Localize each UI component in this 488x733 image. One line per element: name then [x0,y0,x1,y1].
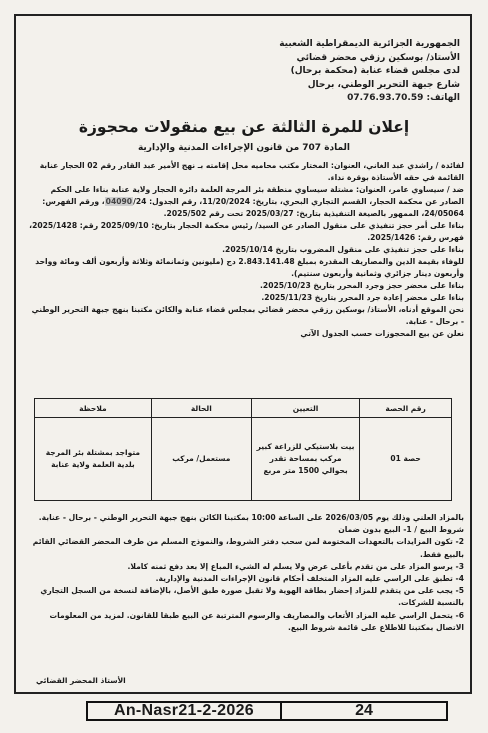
phone-number: 07.76.93.70.59 [347,93,424,103]
newspaper-date-box: An-Nasr21-2-2026 [86,701,282,721]
condition-1: شروط البيع / 1- البيع بدون ضمان [338,525,464,535]
lot-cell: حصة 01 [360,418,452,501]
debtor-text-c: /24، ورقم الفهرس: 24/05064، الممهور بالصيغة التنفيذية بتاريخ: 2025/03/27 تحت رقم 2025/502. [42,197,464,218]
phone-line [130,92,460,106]
inventory-paragraph: بناءا على محضر حجز وجرد المحرر بتاريخ 2025/10/23. [260,281,464,290]
condition-5: 5- يجب على من يتقدم للمزاد إحضار بطاقة الهوية ولا تقبل صورة طبق الأصل، بالإضافة لنسخة من السجل التجاري بالنسبة للشركات. [40,586,464,608]
notice-body [26,160,464,340]
debtor-text-a: ضد / سيساوي عامر، العنوان: مشتلة سيساوي منطقة بئر المرجة العلمة دائرة الحجار ولاية عنابة بناءا على الحكم الصادر عن محكمة الحجار، القسم التجاري البحري، بتاريخ: 11/20/ [50,185,464,206]
reinventory-paragraph: بناءا على محضر إعادة جرد المحرر بتاريخ 2025/11/23. [261,293,464,302]
notice-subtitle: المادة 707 من قانون الإجراءات المدنية والإدارية [137,143,351,153]
table-header-row [35,399,452,418]
auction-date-paragraph: بالمزاد العلني وذلك يوم 2026/03/05 على الساعة 10:00 بمكتبنا الكائن بنهج جبهة التحرير الوطني - برحال - عنابة. [38,513,464,522]
col-lot-number: رقم الحصة [360,399,452,418]
table-row [35,418,452,501]
creditor-paragraph: لفائدة / راشدي عبد الغاني، العنوان: المختار مكتب محاميه محل إقامته بـ نهج الأمير عبد القادر رقم 02 الحجار عنابة القائمة في حقه الأستاذة بوقرة نداء. [39,161,464,182]
designation-cell: بيت بلاستيكي للزراعة كبير مركب بمساحة تقدر بحوالي 1500 متر مربع [251,418,359,501]
bailiff-name: الأستاذ/ بوسكين رزقي محضر قضائي [296,52,460,63]
condition-6: 6- يتحمل الراسي عليه المزاد الأتعاب والمصاريف والرسوم المترتبة عن البيع طبقا للقانون. لمزيد من المعلومات الاتصال بمكتبنا للاطلاع على قائمة شروط البيع. [49,610,464,632]
court-line: لدى مجلس قضاء عنابة (محكمة برحال) [290,66,460,76]
col-state: الحالة [151,399,251,418]
condition-4: 4- تطبق على الراسي عليه المزاد المتخلف أحكام قانون الإجراءات المدنية والإدارية. [155,574,464,584]
signatory-paragraph: نحن الموقع أدناه، الأستاذ/ بوسكين رزقي محضر قضائي بمجلس قضاء عنابة والكائن مكتبنا بنهج جبهة التحرير الوطني - برحال - عنابة. [31,305,464,326]
note-cell: متواجد بمشتلة بئر المرجة بلدية العلمة ولاية عنابة [35,418,152,501]
col-designation: التعيين [251,399,359,418]
seized-items-table [34,398,452,501]
debtor-paragraph [26,184,464,220]
col-note: ملاحظة [35,399,152,418]
page-number-box: 24 [282,701,448,721]
signature-line: الأستاذ المحضر القضائي [36,676,126,685]
phone-label: الهاتف: [426,93,460,103]
table-intro: نعلن عن بيع المحجوزات حسب الجدول الآتي [300,329,464,338]
notice-title: إعلان للمرة الثالثة عن بيع منقولات محجوزة [78,118,410,136]
bailiff-header [130,38,460,106]
debtor-text-b: 2024، رقم الجدول: [146,197,251,206]
state-cell: مستعمل/ مركب [151,418,251,501]
case-number-highlight: 04090 [105,197,133,206]
seizure-date-paragraph: بناءا على حجز تنفيذي على منقول المضروب بتاريخ 2025/10/14. [222,245,464,254]
address-line: شارع جبهة التحرير الوطني، برحال [307,79,460,90]
republic-line: الجمهورية الجزائرية الديمقراطية الشعبية [279,39,460,49]
auction-terms [30,512,464,634]
condition-2: 2- تكون المزايدات بالتعهدات المختومة لمن سحب دفتر الشروط، والنموذج المسلم من طرف المحضر القضائي القائم بالبيع فقط. [32,537,464,559]
seizure-order-paragraph: بناءا على أمر حجز تنفيذي على منقول الصادر عن السيد/ رئيس محكمة الحجار بتاريخ: 2025/09/10 رقم: 2025/1428، فهرس رقم: 2025/1426. [29,221,464,242]
debt-amount-paragraph: للوفاء بقيمة الدين والمصاريف المقدرة بمبلغ 2.843.141.48 دج (مليونين وثمانمائة وثلاثة وأربعون ألف ومائة وواحد وأربعون دينار جزائري وثمانية وأربعون سنتيم). [35,257,464,278]
condition-3: 3- يرسو المزاد على من تقدم بأعلى عرض ولا يسلم له الشيء المباع إلا بعد دفع ثمنه كاملا. [127,561,464,571]
